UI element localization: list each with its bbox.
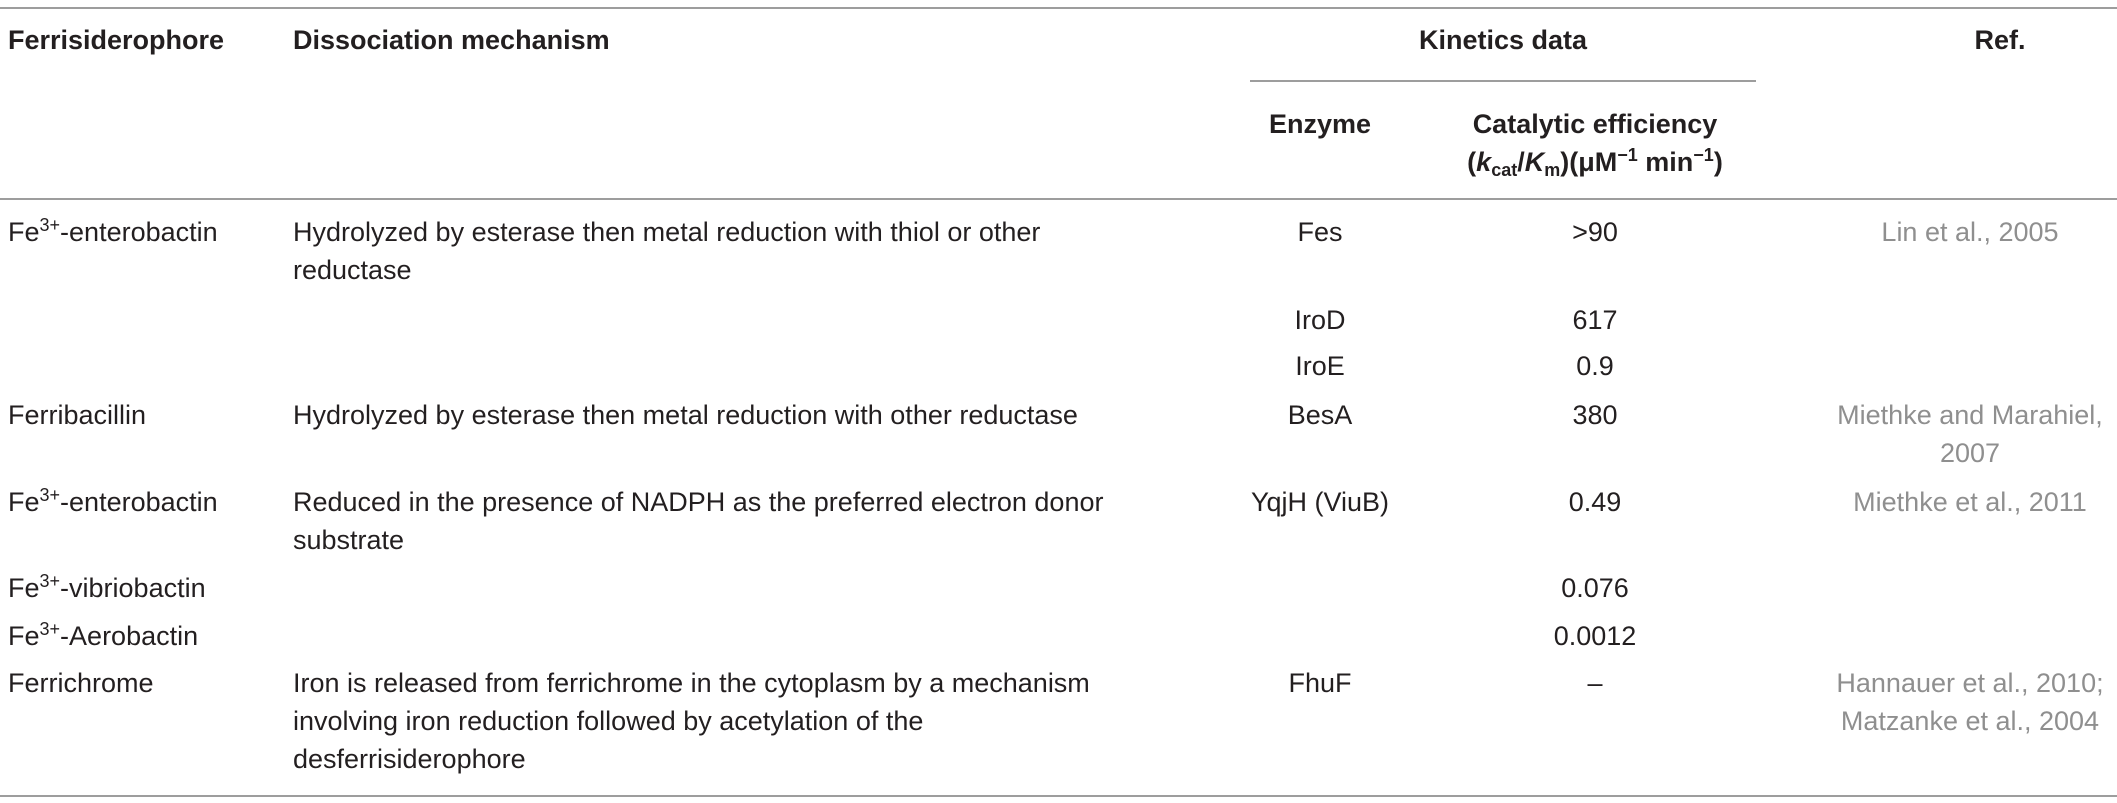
header-ref: Ref. <box>1974 25 2026 55</box>
row-enzyme: IroE <box>1295 351 1345 381</box>
row-ref: 2007 <box>1939 438 2001 468</box>
header-efficiency: Catalytic efficiency <box>1472 109 1718 139</box>
row-enzyme: Fes <box>1297 217 1343 247</box>
row-efficiency: 0.0012 <box>1553 621 1637 651</box>
row-siderophore: Ferrichrome <box>8 668 154 698</box>
row-siderophore: $Fe^{3+}$-vibriobactin <box>8 571 206 603</box>
row-enzyme: YqjH (ViuB) <box>1250 487 1390 517</box>
row-mechanism-line: substrate <box>293 525 405 555</box>
row-mechanism-line: involving iron reduction followed by acetylation of the <box>293 706 924 736</box>
header-enzyme: Enzyme <box>1268 109 1372 139</box>
header-mechanism: Dissociation mechanism <box>293 25 610 55</box>
row-mechanism-line: Hydrolyzed by esterase then metal reduction with other reductase <box>293 400 1078 430</box>
row-enzyme: FhuF <box>1288 668 1352 698</box>
row-efficiency: 0.9 <box>1576 351 1614 381</box>
row-efficiency: – <box>1587 668 1603 698</box>
row-siderophore: $Fe^{3+}$-enterobactin <box>8 215 218 247</box>
row-mechanism-line: Reduced in the presence of NADPH as the preferred electron donor <box>293 487 1104 517</box>
row-ref: Lin et al., 2005 <box>1881 217 2059 247</box>
row-mechanism-line: reductase <box>293 255 412 285</box>
row-siderophore: $Fe^{3+}$-enterobactin <box>8 485 218 517</box>
bottom-rule <box>0 795 2117 797</box>
row-siderophore: $Fe^{3+}$-Aerobactin <box>8 619 199 651</box>
row-efficiency: 617 <box>1572 305 1618 335</box>
row-mechanism-line: Iron is released from ferrichrome in the cytoplasm by a mechanism <box>293 668 1090 698</box>
row-siderophore: Ferribacillin <box>8 400 147 430</box>
row-efficiency: 0.49 <box>1568 487 1622 517</box>
row-ref: Miethke et al., 2011 <box>1853 487 2087 517</box>
row-mechanism-line: desferrisiderophore <box>293 744 526 774</box>
header-efficiency-unit: $(k_{cat}/K_m)(\mu M^{-1}$ $\min^{-1}$) <box>1467 145 1723 180</box>
row-mechanism-line: Hydrolyzed by esterase then metal reduction with thiol or other <box>293 217 1041 247</box>
header-ferrisiderophore: Ferrisiderophore <box>8 25 225 55</box>
row-ref: Hannauer et al., 2010; <box>1836 668 2104 698</box>
row-ref: Matzanke et al., 2004 <box>1840 706 2100 736</box>
row-efficiency: >90 <box>1572 217 1618 247</box>
kinetics-rule <box>1250 80 1756 82</box>
row-efficiency: 0.076 <box>1561 573 1629 603</box>
header-rule <box>0 198 2117 200</box>
top-rule <box>0 7 2117 9</box>
row-ref: Miethke and Marahiel, <box>1837 400 2103 430</box>
row-enzyme: BesA <box>1287 400 1353 430</box>
row-enzyme: IroD <box>1294 305 1346 335</box>
row-efficiency: 380 <box>1572 400 1618 430</box>
header-kinetics: Kinetics data <box>1418 25 1588 55</box>
